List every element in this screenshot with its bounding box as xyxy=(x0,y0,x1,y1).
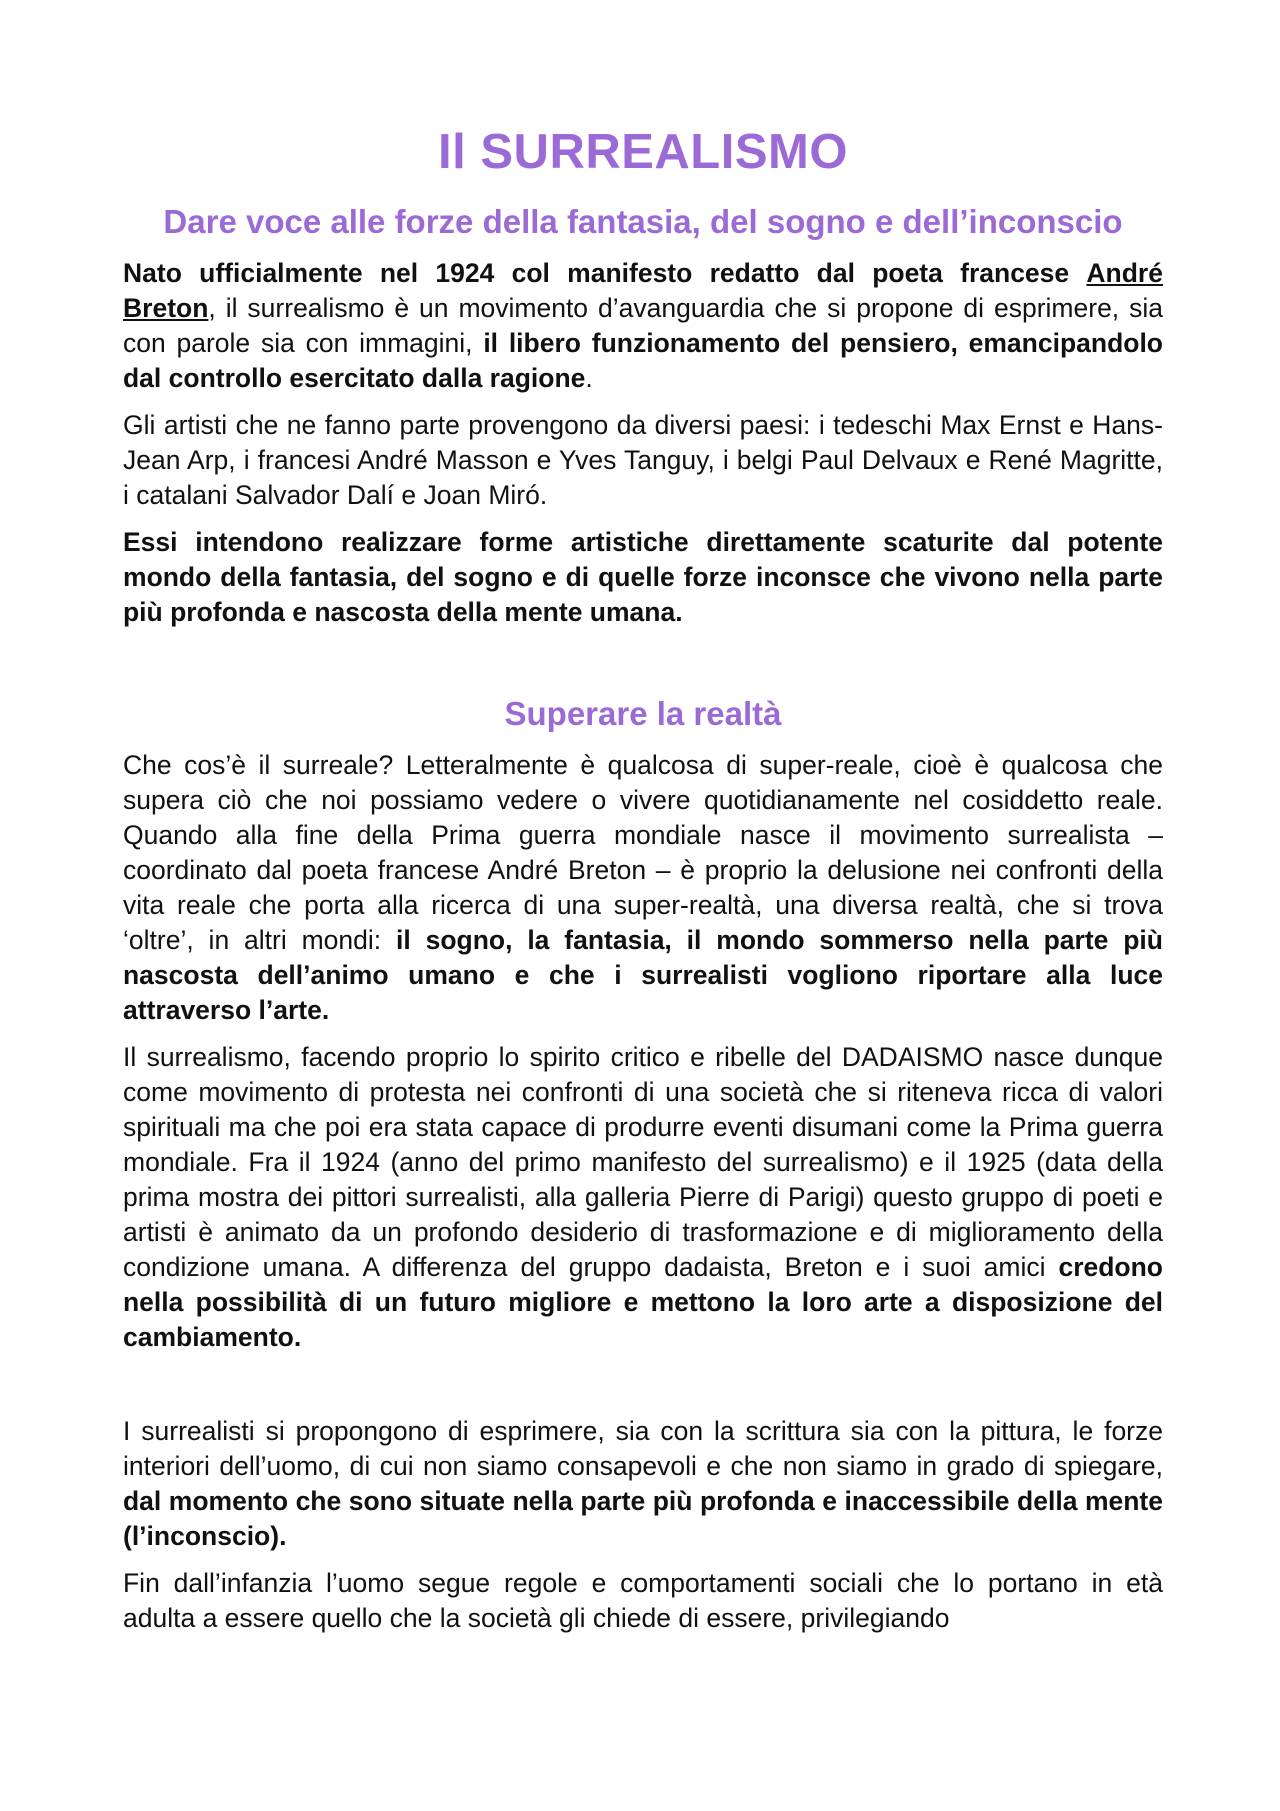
paragraph-surreal xyxy=(123,748,1163,1028)
paragraph-childhood: Fin dall’infanzia l’uomo segue regole e comportamenti sociali che lo portano in età adulta a essere quello che la società gli chiede di essere, privilegiando xyxy=(123,1568,1163,1633)
surreal-text: Che cos’è il surreale? Letteralmente è qualcosa di super-reale, cioè è qualcosa che supera ciò che noi possiamo vedere o vivere quotidianamente nel cosiddetto reale. Quando alla fine della Prima guerra mondiale nasce il movimento surrealista – coordinato dal poeta francese André Breton – è proprio la delusione nei confronti della vita reale che porta alla ricerca di una super-realtà, una diversa realtà, che si trova ‘oltre’, in altri mondi: xyxy=(123,750,1163,955)
author-name-breton: André Breton xyxy=(123,258,1163,323)
dadaism-emphasis: credono nella possibilità di un futuro migliore e mettono la loro arte a disposizione del cambiamento. xyxy=(123,1252,1163,1352)
section-heading-fantasia: Dare voce alle forze della fantasia, del sogno e dell’inconscio xyxy=(163,203,1123,240)
section-heading-realta: Superare la realtà xyxy=(504,695,782,732)
intro-bold: Nato ufficialmente nel 1924 col manifesto redatto dal poeta francese xyxy=(123,258,1070,288)
inner-forces-text: I surrealisti si propongono di esprimere, sia con la scrittura sia con la pittura, le forze interiori dell’uomo, di cui non siamo consapevoli e che non siamo in grado di spiegare, xyxy=(123,1416,1163,1481)
intro-emphasis: il libero funzionamento del pensiero, emancipandolo dal controllo esercitato dalla ragione xyxy=(123,328,1163,393)
paragraph-origins xyxy=(123,256,1163,396)
page-title: Il SURREALISMO xyxy=(438,125,848,179)
intro-text: , il surrealismo è un movimento d’avanguardia che si propone di esprimere, sia con parole sia con immagini, xyxy=(123,293,1163,358)
paragraph-inner-forces xyxy=(123,1414,1163,1554)
surreal-emphasis: il sogno, la fantasia, il mondo sommerso nella parte più nascosta dell’animo umano e che i surrealisti vogliono riportare alla luce attraverso l’arte. xyxy=(123,925,1163,1025)
document-page xyxy=(123,112,1163,1636)
intent-bold: Essi intendono realizzare forme artistiche direttamente scaturite dal potente mondo della fantasia, del sogno e di quelle forze inconsce che vivono nella parte più profonda e nascosta della mente umana. xyxy=(123,527,1163,627)
inner-forces-emphasis: dal momento che sono situate nella parte più profonda e inaccessibile della mente (l’inconscio). xyxy=(123,1486,1163,1551)
paragraph-dadaism xyxy=(123,1040,1163,1355)
paragraph-intent xyxy=(123,525,1163,630)
dadaism-text: Il surrealismo, facendo proprio lo spirito critico e ribelle del DADAISMO nasce dunque come movimento di protesta nei confronti di una società che si riteneva ricca di valori spirituali ma che poi era stata capace di produrre eventi disumani come la Prima guerra mondiale. Fra il 1924 (anno del primo manifesto del surrealismo) e il 1925 (data della prima mostra dei pittori surrealisti, alla galleria Pierre di Parigi) questo gruppo di poeti e artisti è animato da un profondo desiderio di trasformazione e di miglioramento della condizione umana. A differenza del gruppo dadaista, Breton e i suoi amici xyxy=(123,1042,1163,1282)
intro-end: . xyxy=(585,363,593,393)
paragraph-artists: Gli artisti che ne fanno parte provengono da diversi paesi: i tedeschi Max Ernst e Hans-Jean Arp, i francesi André Masson e Yves Tanguy, i belgi Paul Delvaux e René Magritte, i catalani Salvador Dalí e Joan Miró. xyxy=(123,410,1163,510)
